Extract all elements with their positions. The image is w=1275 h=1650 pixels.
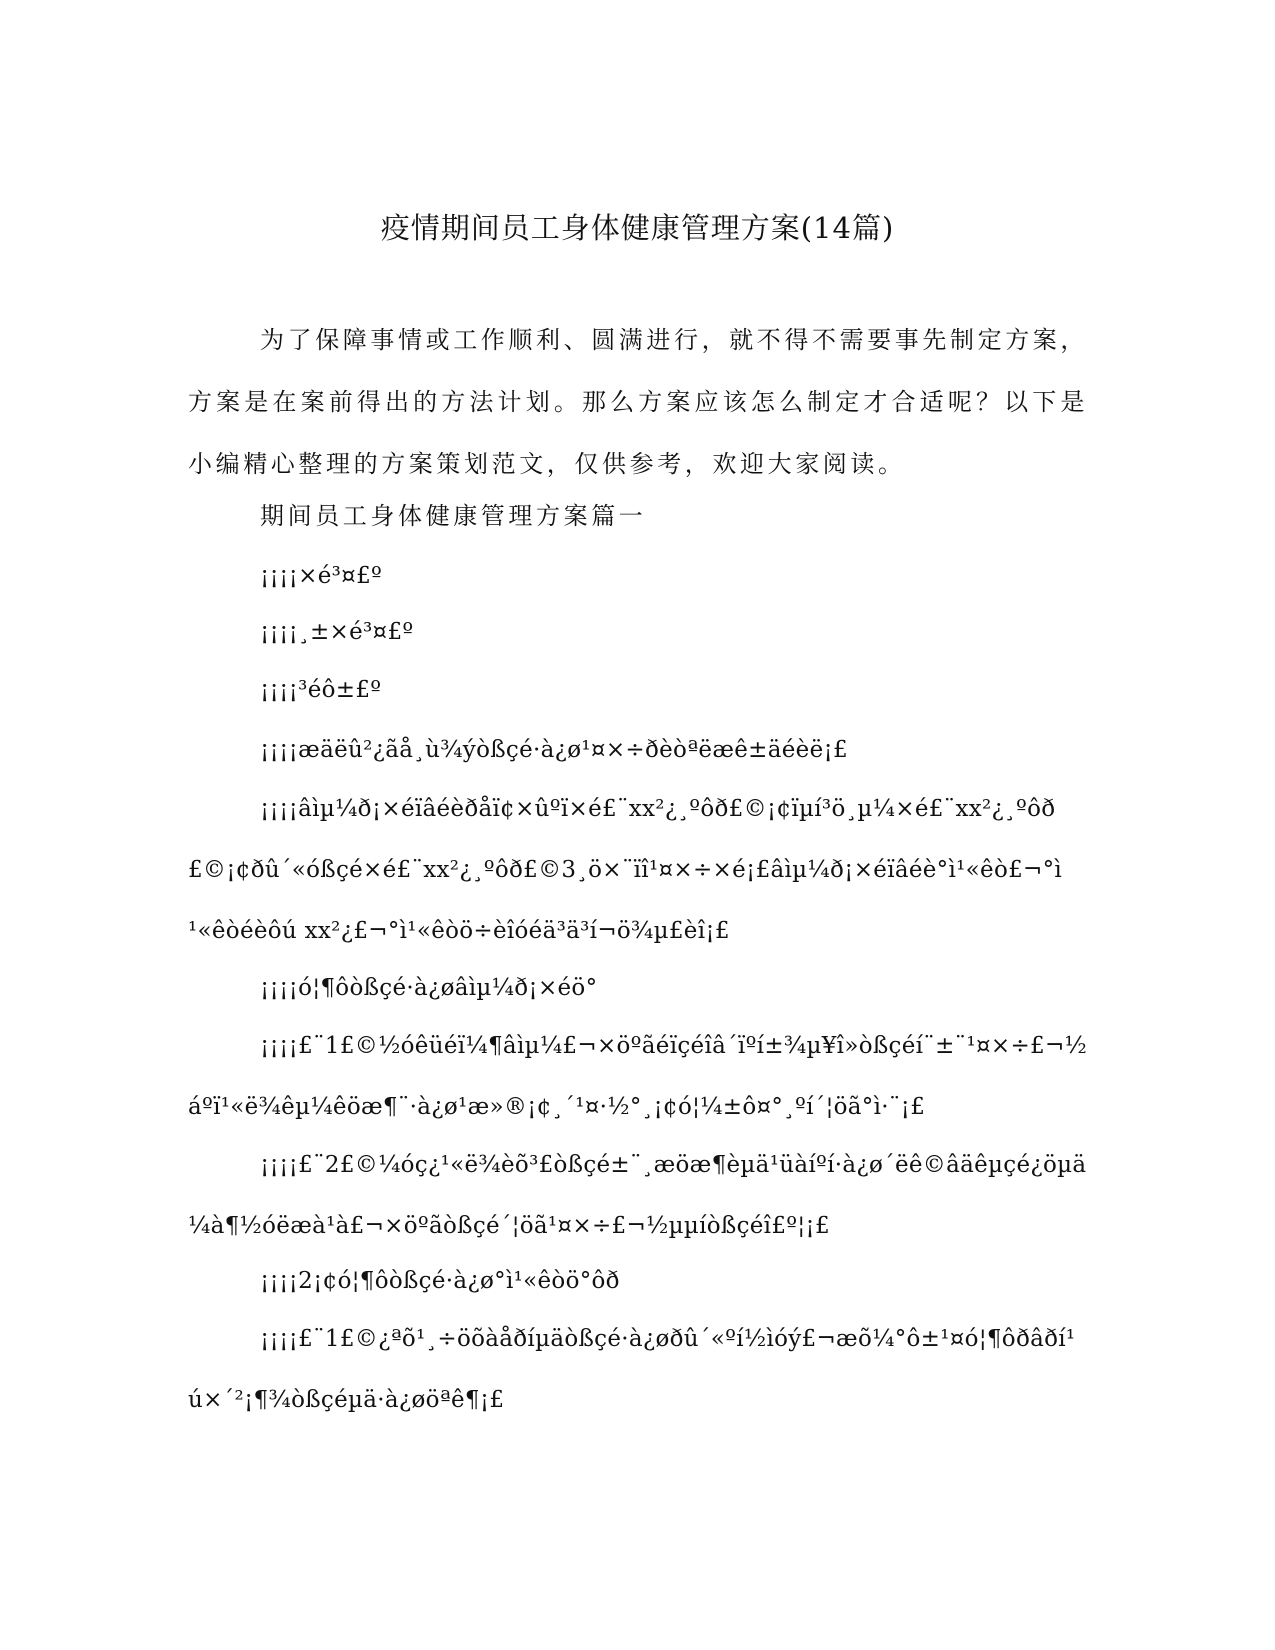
garbled-paragraph-4: ¡¡¡¡£¨1£©¿ªõ¹¸÷öõàåðíµäòßçé·à¿øðû´«ºí½ìóý£¬æõ¼°ô±¹¤ó¦¶ôðâðí¹ú×´²¡¶¾òßçéµä·à¿øöªê¶¡£: [188, 1326, 1076, 1413]
intro-paragraph: 为了保障事情或工作顺利、圆满进行，就不得不需要事先制定方案，方案是在案前得出的方法计划。那么方案应该怎么制定才合适呢？以下是小编精心整理的方案策划范文，仅供参考，欢迎大家阅读。: [188, 326, 1088, 478]
section-heading: 期间员工身体健康管理方案篇一: [260, 502, 647, 530]
garbled-line-2: ¡¡¡¡¸±×é³¤£º: [260, 619, 414, 645]
garbled-line-4: ¡¡¡¡æäëû²¿ãå¸ù¾ýòßçé·à¿ø¹¤×÷ðèòªëæê±äéèë¡£: [260, 737, 848, 763]
document-title: 疫情期间员工身体健康管理方案(14篇): [380, 211, 895, 245]
garbled-paragraph-2: ¡¡¡¡£¨1£©½óêüéï¼¶âìµ¼£¬×öºãéïçéîâ´ïºí±¾µ¥î»òßçéí¨±¨¹¤×÷£¬½áºï¹«ë¾êµ¼êöæ¶¨·à¿ø¹æ»®¡¢¸´¹¤·½°¸¡¢ó¦¼±ô¤°¸ºí´¦öã°ì·¨¡£: [188, 1033, 1088, 1120]
garbled-line-5: ¡¡¡¡ó¦¶ôòßçé·à¿øâìµ¼ð¡×éö°: [260, 975, 598, 1001]
garbled-line-6: ¡¡¡¡2¡¢ó¦¶ôòßçé·à¿ø°ì¹«êòö°ôð: [260, 1268, 620, 1294]
garbled-line-1: ¡¡¡¡×é³¤£º: [260, 563, 383, 589]
garbled-paragraph-1: ¡¡¡¡âìµ¼ð¡×éïâéèðåï¢×ûºï×é£¨xx²¿¸ºôð£©¡¢ïµí³ö¸µ¼×é£¨xx²¿¸ºôð£©¡¢ðû´«óßçé×é£¨xx²¿¸ºôð£©3¸ö×¨ïî¹¤×÷×é¡£âìµ¼ð¡×éïâéè°ì¹«êò£¬°ì¹«êòéèôú xx²¿£¬°ì¹«êòö÷èîóéä³ä³í¬ö¾µ£èî¡£: [188, 796, 1063, 944]
garbled-line-3: ¡¡¡¡³éô±£º: [260, 677, 382, 703]
garbled-paragraph-3: ¡¡¡¡£¨2£©¼óç¿¹«ë¾èõ³£òßçé±¨¸æöæ¶èµä¹üàíºí·à¿ø´ëê©âäêµçé¿öµä¼à¶½óëæà¹à£¬×öºãòßçé´¦öã¹¤×÷£¬½µµíòßçéî£º¦¡£: [188, 1152, 1087, 1239]
